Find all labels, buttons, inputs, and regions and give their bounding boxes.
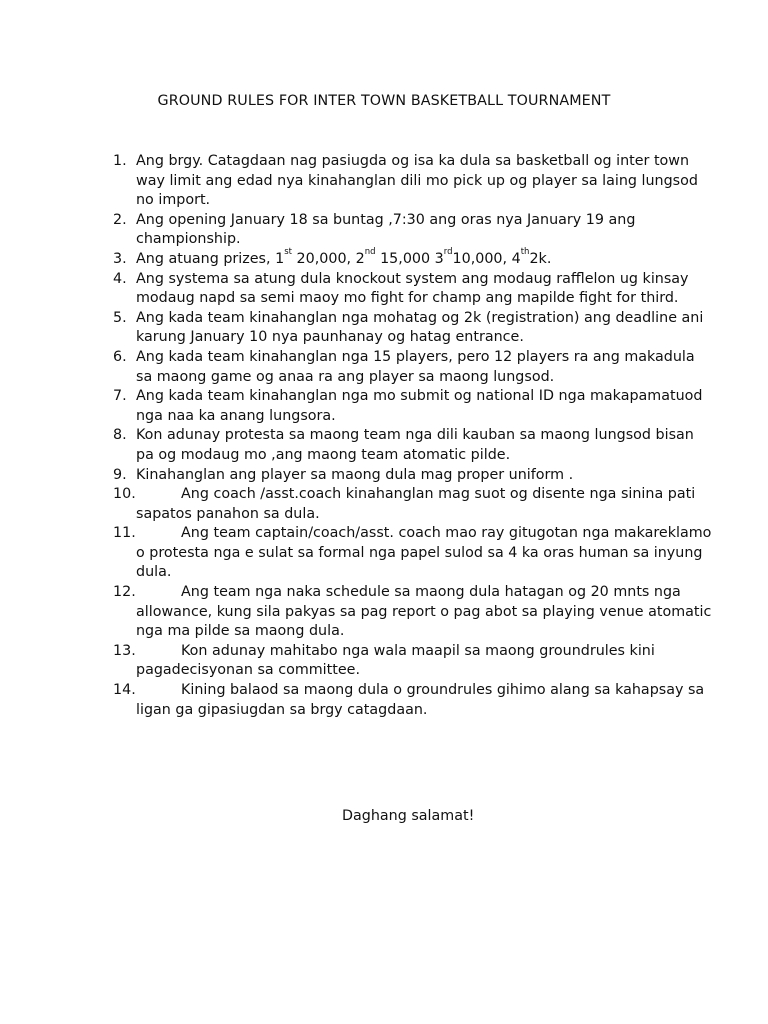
rule-text: Ang systema sa atung dula knockout system ang modaug rafflelon ug kinsay modaug napd sa semi maoy mo fight for champ ang mapilde fight for third. (136, 270, 689, 307)
rule-text: Ang brgy. Catagdaan nag pasiugda og isa ka dula sa basketball og inter town way limit ang edad nya kinahanglan dili mo pick up og player sa laing lungsod no import. (136, 153, 698, 209)
ordinal-suffix: st (284, 246, 292, 257)
document-title: GROUND RULES FOR INTER TOWN BASKETBALL TOURNAMENT (157, 93, 611, 109)
prize-text: 15,000 3 (375, 250, 444, 267)
ordinal-suffix: nd (364, 246, 376, 257)
rule-number: 5. (113, 309, 127, 326)
prize-text: Ang atuang prizes, 1 (136, 250, 285, 267)
rule-item-1 (113, 152, 713, 211)
rule-number: 3. (113, 250, 127, 267)
rule-item-13 (113, 642, 713, 681)
rule-item-6 (113, 348, 713, 387)
rule-item-10 (113, 485, 713, 524)
rule-text: Ang team nga naka schedule sa maong dula hatagan og 20 mnts nga allowance, kung sila pakyas sa pag report o pag abot sa playing venue atomatic nga ma pilde sa maong dula. (136, 584, 712, 640)
rule-number: 10. (113, 486, 136, 503)
rule-number: 7. (113, 388, 127, 405)
rule-item-5 (113, 309, 713, 348)
rule-text: Ang kada team kinahanglan nga mohatag og 2k (registration) ang deadline ani karung January 10 nya paunhanay og hatag entrance. (136, 309, 704, 346)
rule-text: Kining balaod sa maong dula o groundrules gihimo alang sa kahapsay sa ligan ga gipasiugdan sa brgy catagdaan. (136, 682, 705, 718)
rule-number: 13. (113, 642, 136, 659)
rule-text: Ang kada team kinahanglan nga 15 players, pero 12 players ra ang makadula sa maong game og anaa ra ang player sa maong lungsod. (136, 348, 695, 385)
rule-item-4 (113, 270, 713, 309)
rule-text: Ang kada team kinahanglan nga mo submit og national ID nga makapamatuod nga naa ka anang lungsora. (136, 388, 703, 424)
rule-item-3 (113, 246, 713, 270)
rule-number: 11. (113, 525, 136, 542)
rule-item-12 (113, 583, 713, 642)
rules-list (113, 152, 713, 720)
rule-number: 12. (113, 584, 136, 601)
rule-text: Kon adunay protesta sa maong team nga dili kauban sa maong lungsod bisan pa og modaug mo ,ang maong team atomatic pilde. (136, 427, 694, 463)
ordinal-suffix: th (520, 246, 530, 257)
rule-text: Kinahanglan ang player sa maong dula mag proper uniform . (136, 466, 574, 483)
rule-text: Ang team captain/coach/asst. coach mao ray gitugotan nga makareklamo o protesta nga e sulat sa formal nga papel sulod sa 4 ka oras human sa inyung dula. (136, 525, 712, 581)
prize-text: 10,000, 4 (452, 250, 521, 267)
closing-text: Daghang salamat! (342, 808, 475, 824)
rule-text: Kon adunay mahitabo nga wala maapil sa maong groundrules kini pagadecisyonan sa committee. (136, 642, 655, 679)
rule-number: 8. (113, 427, 127, 444)
rule-text: Ang opening January 18 sa buntag ,7:30 ang oras nya January 19 ang championship. (136, 211, 636, 248)
rule-number: 1. (113, 153, 127, 169)
rule-number: 9. (113, 466, 127, 483)
rule-number: 14. (113, 682, 136, 699)
rule-number: 2. (113, 211, 127, 228)
rule-text: Ang coach /asst.coach kinahanglan mag suot og disente nga sinina pati sapatos panahon sa dula. (136, 486, 696, 522)
rule-number: 4. (113, 270, 127, 287)
rule-number: 6. (113, 348, 127, 365)
rule-item-9 (113, 466, 713, 486)
rule-item-7 (113, 387, 713, 426)
prize-text: 20,000, 2 (291, 250, 365, 267)
rule-item-11 (113, 524, 713, 583)
ordinal-suffix: rd (443, 246, 453, 257)
rule-text (136, 246, 552, 267)
rule-item-14 (113, 681, 713, 720)
prize-text: 2k. (529, 250, 552, 267)
rule-item-8 (113, 426, 713, 465)
rule-item-2 (113, 211, 713, 250)
